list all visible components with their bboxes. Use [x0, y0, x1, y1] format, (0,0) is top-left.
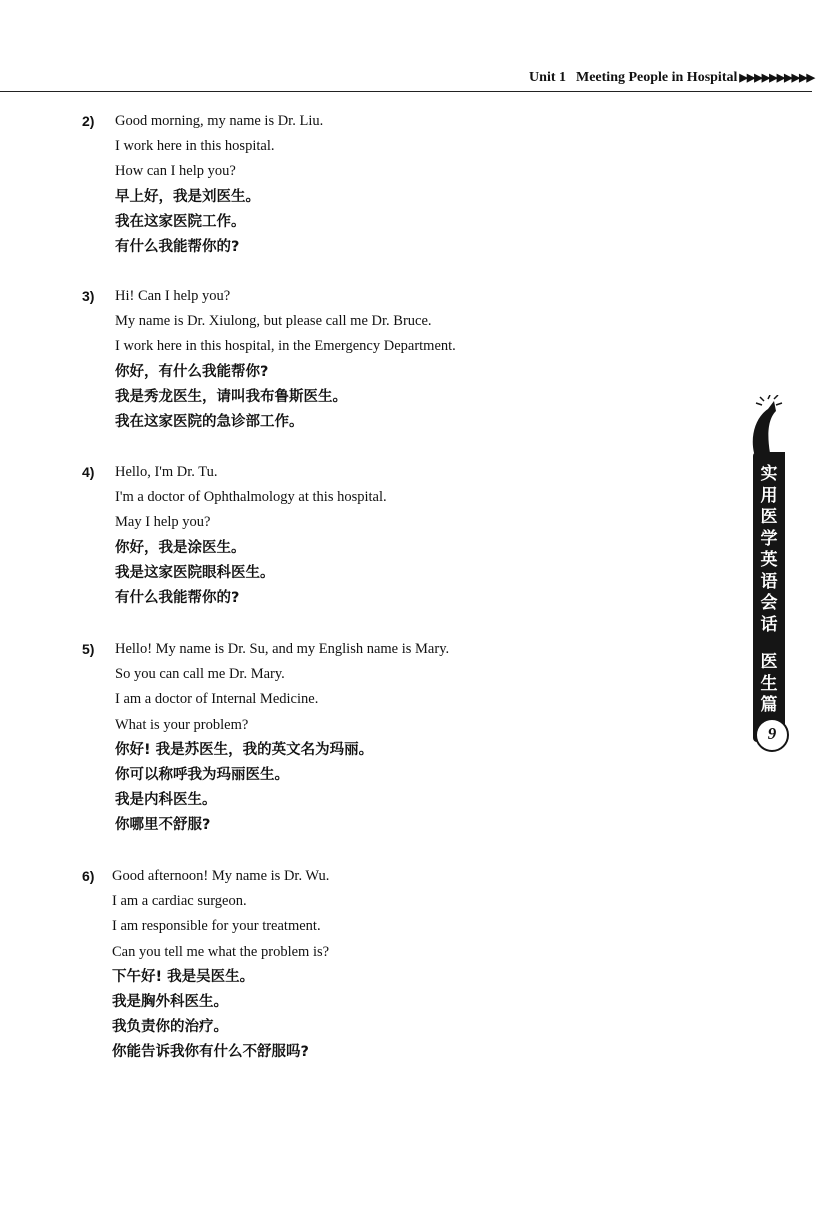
tab-volume-char: 医: [760, 652, 778, 672]
tab-title-char: 话: [760, 614, 778, 635]
tab-volume-char: 生: [760, 673, 778, 694]
tab-title-char: 实: [760, 464, 778, 484]
chinese-line: 我是这家医院眼科医生。: [115, 564, 275, 581]
running-head: [529, 70, 814, 86]
tab-title-char: 英: [760, 550, 778, 570]
tab-title-char: 用: [760, 485, 778, 506]
book-tab-curl-icon: [746, 395, 786, 455]
book-title-tab: [753, 452, 785, 742]
chinese-line: 你好，有什么我能帮你?: [115, 363, 269, 380]
chapter-title: Meeting People in Hospital: [576, 70, 738, 85]
english-line: I work here in this hospital, in the Emergency Department.: [115, 338, 456, 355]
english-line: May I help you?: [115, 514, 211, 531]
tab-title-char: 医: [760, 507, 778, 527]
header-rule: [0, 91, 812, 92]
chinese-line: 下午好! 我是吴医生。: [112, 968, 255, 985]
chinese-line: 我是秀龙医生，请叫我布鲁斯医生。: [115, 388, 347, 405]
unit-label: Unit 1: [529, 70, 566, 85]
english-line: How can I help you?: [115, 163, 236, 180]
chinese-line: 我负责你的治疗。: [112, 1019, 228, 1036]
chinese-line: 我在这家医院的急诊部工作。: [115, 414, 304, 431]
entry-number: 3): [82, 288, 95, 304]
chinese-line: 我在这家医院工作。: [115, 213, 246, 230]
english-line: Good afternoon! My name is Dr. Wu.: [112, 868, 330, 884]
chinese-line: 我是内科医生。: [115, 792, 217, 809]
english-line: I'm a doctor of Ophthalmology at this hospital.: [115, 489, 387, 506]
english-line: Good morning, my name is Dr. Liu.: [115, 113, 324, 129]
chinese-line: 你哪里不舒服?: [115, 817, 211, 834]
dialogue-entry-6: [78, 864, 638, 1066]
english-line: I am a doctor of Internal Medicine.: [115, 691, 319, 708]
entry-number: 5): [82, 641, 95, 657]
english-line: Hello! My name is Dr. Su, and my English name is Mary.: [115, 641, 450, 657]
chinese-line: 你可以称呼我为玛丽医生。: [115, 767, 289, 784]
english-line: I am a cardiac surgeon.: [112, 893, 247, 910]
tab-title-char: 会: [760, 593, 778, 613]
dialogue-entry-2: [78, 109, 638, 260]
entry-number: 2): [82, 113, 95, 129]
english-line: Hello, I'm Dr. Tu.: [115, 464, 218, 480]
chinese-line: 我是胸外科医生。: [112, 994, 228, 1011]
english-line: What is your problem?: [115, 716, 249, 733]
entry-number: 4): [82, 464, 95, 480]
english-line: Hi! Can I help you?: [115, 288, 231, 304]
english-line: So you can call me Dr. Mary.: [115, 666, 285, 683]
page-number: 9: [755, 718, 789, 752]
chinese-line: 有什么我能帮你的?: [115, 239, 240, 256]
dialogue-entry-5: [78, 637, 638, 839]
arrow-decoration: ▶▶▶▶▶▶▶▶▶▶: [739, 72, 814, 84]
dialogue-entry-3: [78, 284, 638, 435]
english-line: Can you tell me what the problem is?: [112, 943, 330, 960]
entry-number: 6): [82, 868, 95, 884]
chinese-line: 你能告诉我你有什么不舒服吗?: [112, 1044, 309, 1061]
tab-volume-char: 篇: [760, 695, 778, 715]
tab-title-char: 语: [760, 571, 778, 592]
dialogue-entry-4: [78, 460, 638, 611]
chinese-line: 有什么我能帮你的?: [115, 590, 240, 607]
english-line: My name is Dr. Xiulong, but please call me Dr. Bruce.: [115, 313, 432, 330]
chinese-line: 你好! 我是苏医生，我的英文名为玛丽。: [115, 741, 374, 758]
tab-title-char: 学: [760, 528, 778, 549]
chinese-line: 早上好，我是刘医生。: [115, 188, 260, 205]
english-line: I am responsible for your treatment.: [112, 918, 321, 935]
english-line: I work here in this hospital.: [115, 138, 275, 155]
chinese-line: 你好，我是涂医生。: [115, 539, 246, 556]
